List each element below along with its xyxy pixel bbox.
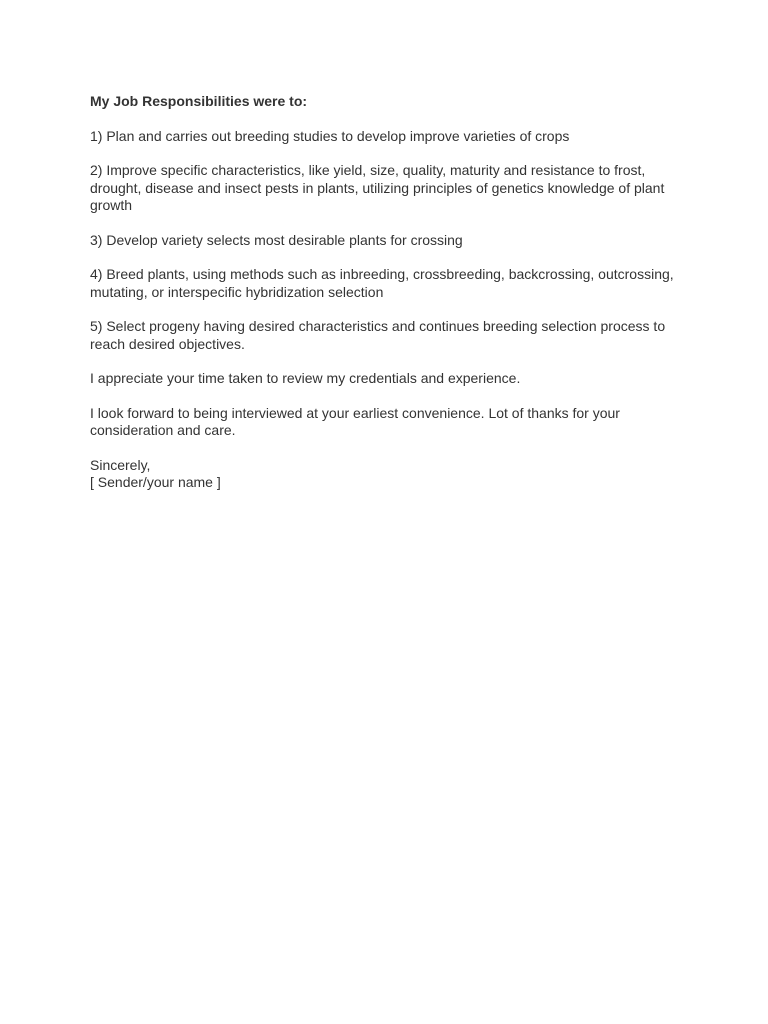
responsibility-item-3: 3) Develop variety selects most desirable plants for crossing xyxy=(90,231,463,248)
responsibility-item-2: 2) Improve specific characteristics, like yield, size, quality, maturity and resistance to frost, drought, disease and insect pests in plants, utilizing principles of genetics knowledge of plant growth xyxy=(90,162,665,213)
responsibility-item-5: 5) Select progeny having desired characteristics and continues breeding selection process to reach desired objectives. xyxy=(90,318,666,352)
section-heading: My Job Responsibilities were to: xyxy=(90,93,308,109)
letter-body xyxy=(90,93,680,492)
appreciation-paragraph: I appreciate your time taken to review my credentials and experience. xyxy=(90,370,521,386)
responsibility-item-4: 4) Breed plants, using methods such as inbreeding, crossbreeding, backcrossing, outcrossing, mutating, or interspecific hybridization selection xyxy=(90,266,674,300)
signoff: Sincerely, xyxy=(90,456,151,473)
sender-name-placeholder: [ Sender/your name ] xyxy=(90,474,221,490)
closing-request-paragraph: I look forward to being interviewed at your earliest convenience. Lot of thanks for your consideration and care. xyxy=(90,404,620,438)
responsibility-item-1: 1) Plan and carries out breeding studies to develop improve varieties of crops xyxy=(90,127,570,144)
